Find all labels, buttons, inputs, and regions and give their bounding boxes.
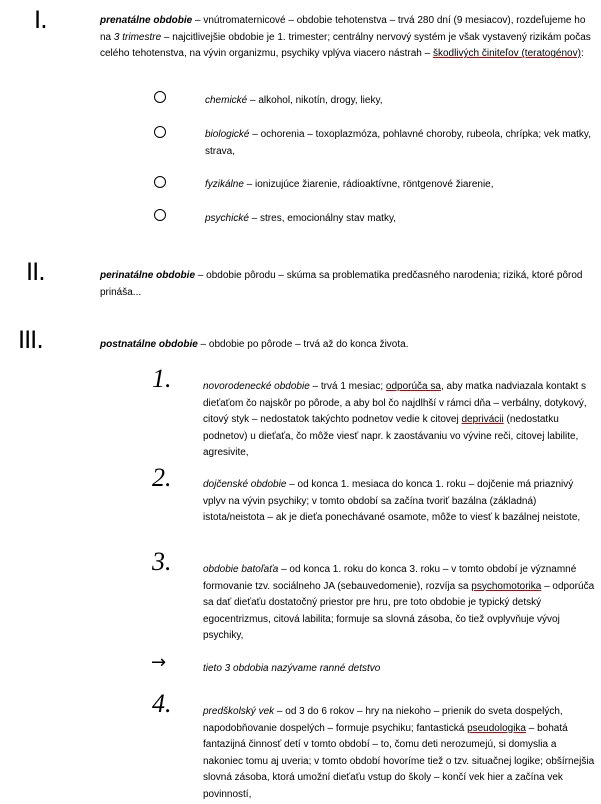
bullet-circle-icon — [154, 91, 166, 103]
item-number-1: 1. — [152, 364, 172, 393]
early-childhood-note: tieto 3 obdobia nazývame ranné detstvo — [203, 663, 381, 674]
bullet-circle-icon — [154, 209, 166, 221]
preschool-text-2: – bohatá fantazijná činnosť detí v tomto období – to, čomu deti nerozumejú, si domyslia a nakoniec tomu aj uveria; v tomto období hovoríme tiež o tzv. situačnej logike; obšírnejšia slovná zásoba, ktorá umožní dieťaťu vstup do školy – končí vek hier a začína vek povinností, — [203, 722, 595, 800]
section-numeral-2: II. — [26, 258, 45, 286]
recommended-term: odporúča sa — [385, 381, 441, 392]
pseudologic-term: pseudologika — [467, 722, 526, 734]
bullet-term: psychické — [205, 213, 249, 224]
trimester-term: 3 trimestre — [113, 31, 162, 43]
section-numeral-1: I. — [34, 6, 47, 34]
teratogens-term: škodlivých činiteľov (teratogénov) — [432, 48, 581, 60]
deprivation-term: deprivácii — [461, 414, 504, 426]
bullet-text: – ochorenia – toxoplazmóza, pohlavné choroby, rubeola, chrípka; vek matky, strava, — [205, 129, 591, 157]
bullet-psychic — [205, 211, 593, 228]
bullet-term: chemické — [205, 95, 248, 106]
perinatal-term: perinatálne obdobie — [100, 270, 196, 281]
item-number-2: 2. — [152, 463, 172, 492]
prenatal-text-2: – najcitlivejšie obdobie je 1. trimester; centrálny nervový systém je však vystavený rizikám počas celého tehotenstva, na vývin organizmu, psychiky vplýva viacero nástrah – — [100, 31, 591, 60]
toddler-paragraph — [203, 562, 595, 645]
bullet-text: – alkohol, nikotín, drogy, lieky, — [247, 95, 383, 106]
preschool-text-1: – od 3 do 6 rokov – hry na niekoho – prienik do sveta dospelých, napodobňovanie dospelých – formuje psychiku; fantastická — [203, 706, 563, 734]
infancy-paragraph — [203, 477, 595, 527]
toddler-text-1: – od konca 1. roku do konca 3. roku – v tomto období je významné formovanie tzv. sociálneho JA (sebauvedomenie), rozvíja sa — [203, 564, 577, 592]
newborn-text-1: – trvá 1 mesiac; — [309, 381, 386, 392]
preschool-paragraph — [203, 704, 595, 804]
bullet-text: – stres, emocionálny stav matky, — [248, 213, 396, 224]
newborn-term: novorodenecké obdobie — [203, 381, 310, 392]
preschool-term: predškolský vek — [203, 706, 275, 717]
item-number-3: 3. — [152, 547, 172, 576]
bullet-term: fyzikálne — [205, 179, 244, 190]
postnatal-paragraph — [100, 337, 592, 354]
prenatal-text-1: – vnútromaternicové – obdobie tehotenstva – trvá 280 dní (9 mesiacov), rozdeľujeme ho na — [100, 15, 586, 43]
prenatal-text-3: : — [580, 48, 584, 60]
bullet-chemical — [205, 93, 593, 110]
toddler-text-2: – odporúča sa dať dieťaťu dostatočný priestor pre hru, pre toto obdobie je typický detský egocentrizmus, citová labilita; formuje sa slovná zásoba, čo tiež ovplyvňuje vývoj psychiky, — [203, 580, 595, 642]
toddler-term: obdobie batoľaťa — [203, 564, 279, 575]
newborn-text-2: , aby matka nadviazala kontakt s dieťaťom čo najskôr po pôrode, a aby bol čo najdlhší v rámci dňa – verbálny, dotykový, citový styk – nedostatok takýchto podnetov vedie k citovej — [203, 381, 587, 426]
newborn-text-3: (nedostatku podnetov) u dieťaťa, čo môže viesť napr. k zaostávaniu vo vývine reči, citovej labilite, agresivite, — [203, 414, 579, 459]
bullet-term: biologické — [205, 129, 250, 140]
postnatal-term: postnatálne obdobie — [100, 339, 198, 350]
psychomotor-term: psychomotorika — [471, 580, 542, 592]
infancy-text: – od konca 1. mesiaca do konca 1. roku – dojčenie má priaznivý vplyv na vývin psychiky; v tomto období sa začína tvoriť bazálna (základná) istota/neistota – ak je dieťa ponechávané osamote, môže to viesť k bazálnej neistote, — [203, 479, 581, 524]
prenatal-paragraph — [100, 13, 592, 63]
bullet-circle-icon — [154, 126, 166, 138]
bullet-text: – ionizujúce žiarenie, rádioaktívne, röntgenové žiarenie, — [243, 179, 494, 190]
newborn-paragraph — [203, 379, 595, 462]
perinatal-text: – obdobie pôrodu – skúma sa problematika predčasného narodenia; riziká, ktoré pôrod prináša... — [100, 270, 583, 298]
infancy-term: dojčenské obdobie — [203, 479, 287, 490]
right-arrow-icon: → — [151, 652, 167, 673]
bullet-circle-icon — [154, 176, 166, 188]
prenatal-term: prenatálne obdobie — [100, 15, 193, 26]
postnatal-text: – obdobie po pôrode – trvá až do konca života. — [197, 339, 409, 350]
item-number-4: 4. — [152, 689, 172, 718]
bullet-biological — [205, 127, 593, 160]
section-numeral-3: III. — [18, 326, 43, 354]
perinatal-paragraph — [100, 268, 592, 301]
bullet-physical — [205, 177, 593, 194]
